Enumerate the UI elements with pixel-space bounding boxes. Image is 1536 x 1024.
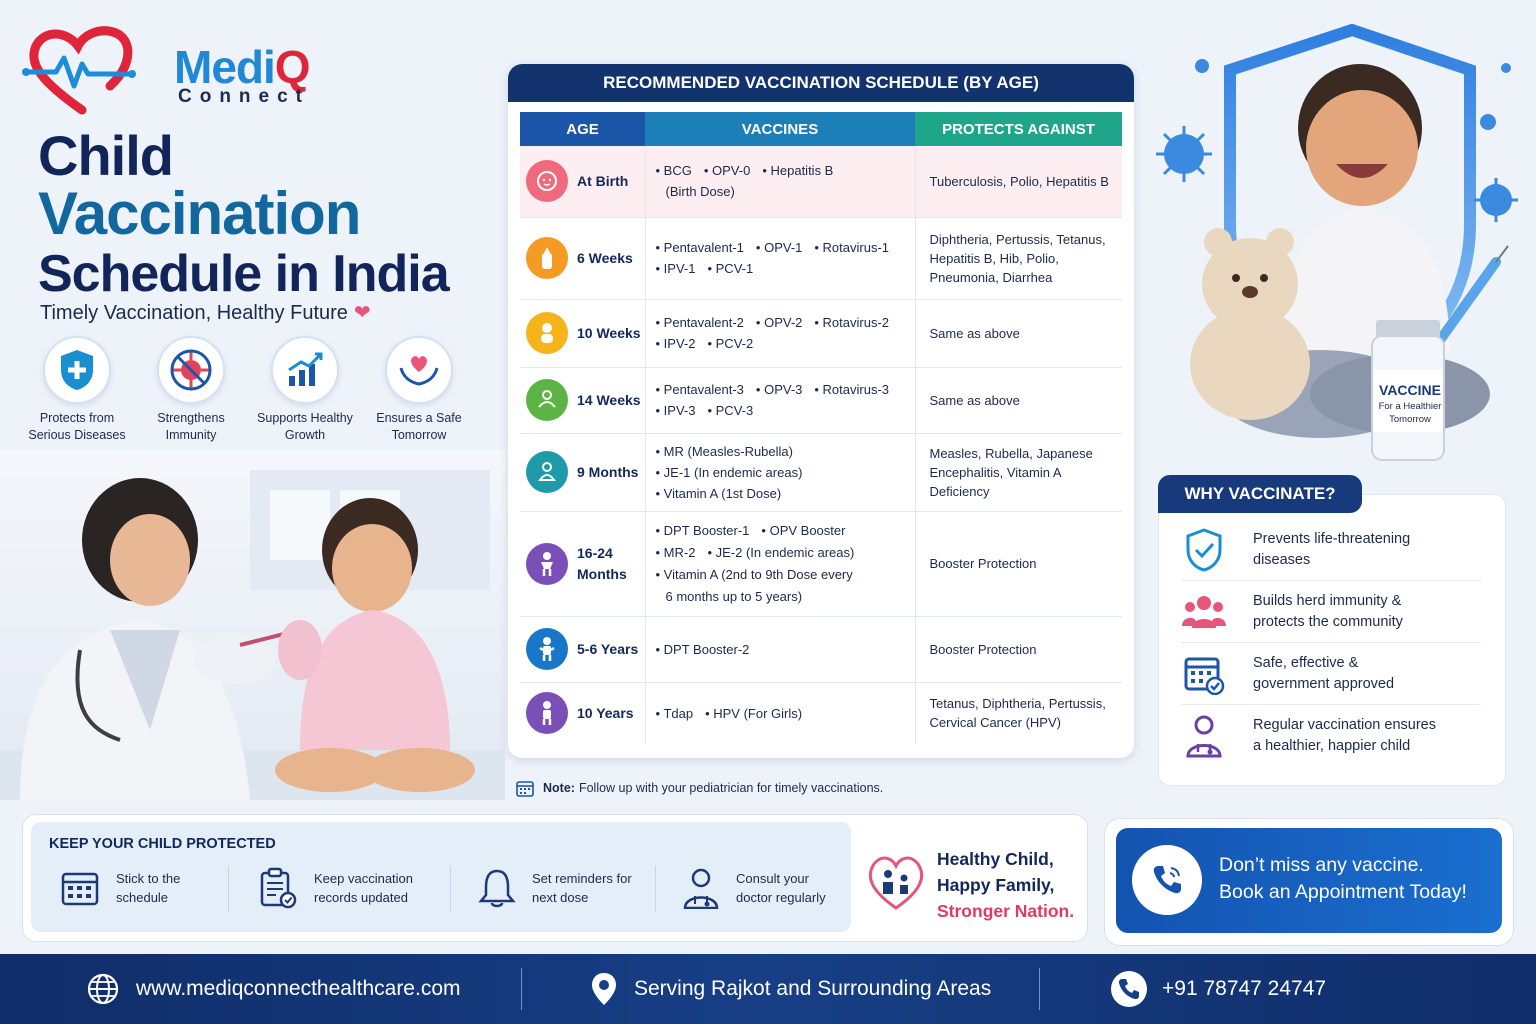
table-row: 9 Months • MR (Measles-Rubella)• JE-1 (In endemic areas)• Vitamin A (1st Dose) Measles, Rubella, Japanese Encephalitis, Vitamin A Deficiency [520,433,1122,511]
age-label: 10 Years [577,704,634,721]
bell-icon [478,867,516,909]
crawling-baby-icon [526,379,568,421]
title-line-3: Schedule in India [38,245,449,303]
sitting-baby-icon [526,451,568,493]
protects-text: Diphtheria, Pertussis, Tetanus, Hepatitis B, Hib, Polio, Pneumonia, Diarrhea [915,217,1122,299]
phone-icon [1132,845,1202,915]
book-appointment-button[interactable] [1116,828,1502,933]
why-item: Prevents life-threatening diseases [1181,519,1481,581]
protects-text: Same as above [915,367,1122,433]
age-label: 10 Weeks [577,324,641,341]
schedule-note: Note: Follow up with your pediatrician for timely vaccinations. [515,778,883,798]
vaccination-schedule-panel [508,64,1134,758]
baby-icon [526,312,568,354]
brand-logo [22,24,322,116]
benefit-item: Protects from Serious Diseases [20,336,134,446]
growth-chart-icon [271,336,339,404]
age-label: 6 Weeks [577,249,633,266]
brand-name: MediQ [174,41,310,93]
doctor-icon [682,867,720,909]
table-row: 6 Weeks • Pentavalent-1• OPV-1• Rotavirus-1 • IPV-1• PCV-1 Diphtheria, Pertussis, Tetanus, Hepatitis B, Hib, Polio, Pneumonia, Diarrhea [520,217,1122,299]
table-row: 16-24 Months • DPT Booster-1• OPV Booster • MR-2• JE-2 (In endemic areas) • Vitamin A (2nd to 9th Dose every 6 months up to 5 years) Booster Protection [520,511,1122,616]
benefit-item: Supports Healthy Growth [248,336,362,446]
benefits-row [20,336,500,446]
older-child-icon [526,692,568,734]
protects-text: Booster Protection [915,511,1122,616]
globe-icon [86,972,120,1006]
brand-subtitle: Connect [178,86,310,107]
age-label: 9 Months [577,463,639,480]
virus-blocked-icon [157,336,225,404]
cta-line-2: Book an Appointment Today! [1219,881,1467,903]
footer-website[interactable]: www.mediqconnecthealthcare.com [86,954,461,1024]
footer-phone[interactable]: +91 78747 24747 [1110,954,1326,1024]
shield-check-icon [1181,527,1227,573]
newborn-icon [526,160,568,202]
tagline: Timely Vaccination, Healthy Future ❤ [40,302,371,324]
heart-pulse-logo-icon [22,24,142,116]
benefit-item: Strengthens Immunity [134,336,248,446]
heart-icon: ❤ [353,302,371,324]
slogan-line-3: Stronger Nation. [937,901,1075,921]
slogan-line-2: Happy Family, [937,875,1055,895]
why-item: Safe, effective & government approved [1181,643,1481,705]
location-pin-icon [590,971,618,1007]
table-row: 5-6 Years • DPT Booster-2 Booster Protection [520,616,1122,682]
why-item: Regular vaccination ensures a healthier, happier child [1181,705,1481,767]
clipboard-check-icon [258,867,298,909]
age-label: 14 Weeks [577,391,641,408]
why-item: Builds herd immunity & protects the community [1181,581,1481,643]
keep-protected-title: KEEP YOUR CHILD PROTECTED [49,836,276,852]
baby-bottle-icon [526,237,568,279]
keep-item: Stick to the schedule [60,864,180,912]
vaccine-vial-label: VACCINE For a Healthier Tomorrow [1378,382,1442,425]
protects-text: Same as above [915,299,1122,367]
why-vaccinate-title: WHY VACCINATE? [1158,475,1362,513]
table-row: At Birth • BCG• OPV-0• Hepatitis B (Birth Dose) Tuberculosis, Polio, Hepatitis B [520,146,1122,217]
heart-hands-icon [385,336,453,404]
protects-text: Tetanus, Diphtheria, Pertussis, Cervical Cancer (HPV) [929,696,1106,731]
protects-text: Booster Protection [915,616,1122,682]
shield-plus-icon [43,336,111,404]
toddler-icon [526,543,568,585]
table-header-vaccines: VACCINES [645,112,915,146]
page-title [38,124,498,303]
age-label: 16-24 Months [577,544,627,582]
schedule-table [520,112,1122,744]
people-group-icon [1181,589,1227,635]
table-header-age: AGE [520,112,645,146]
table-row: 14 Weeks • Pentavalent-3• OPV-3• Rotavirus-3 • IPV-3• PCV-3 Same as above [520,367,1122,433]
slogan [864,844,1084,924]
baby-with-shield-illustration [1140,24,1530,474]
keep-item: Keep vaccination records updated [258,864,413,912]
phone-icon [1110,970,1148,1008]
table-row: 10 Years • Tdap• HPV (For Girls) Tetanus, Diphtheria, Pertussis, Cervical Cancer (HPV) [520,682,1122,744]
child-icon [526,628,568,670]
schedule-title: RECOMMENDED VACCINATION SCHEDULE (BY AGE) [508,64,1134,102]
protects-text: Measles, Rubella, Japanese Encephalitis, Vitamin A Deficiency [915,433,1122,511]
keep-item: Set reminders for next dose [478,864,632,912]
doctor-vaccinating-baby-illustration [0,450,505,800]
footer-location: Serving Rajkot and Surrounding Areas [590,954,991,1024]
title-line-1: Child [38,124,173,187]
slogan-line-1: Healthy Child, [937,849,1054,869]
family-heart-icon [864,850,928,914]
calendar-icon [515,778,535,798]
doctor-icon [1181,713,1227,759]
keep-item: Consult your doctor regularly [682,864,826,912]
cta-line-1: Don’t miss any vaccine. [1219,854,1424,876]
protects-text: Tuberculosis, Polio, Hepatitis B [915,146,1122,217]
age-label: At Birth [577,172,629,189]
table-row: 10 Weeks • Pentavalent-2• OPV-2• Rotavirus-2 • IPV-2• PCV-2 Same as above [520,299,1122,367]
title-line-2: Vaccination [38,180,361,247]
age-label: 5-6 Years [577,640,639,657]
calendar-check-icon [1181,651,1227,697]
footer [0,954,1536,1024]
calendar-icon [60,868,100,908]
table-header-protects: PROTECTS AGAINST [915,112,1122,146]
benefit-item: Ensures a Safe Tomorrow [362,336,476,446]
why-vaccinate-panel [1158,494,1506,786]
